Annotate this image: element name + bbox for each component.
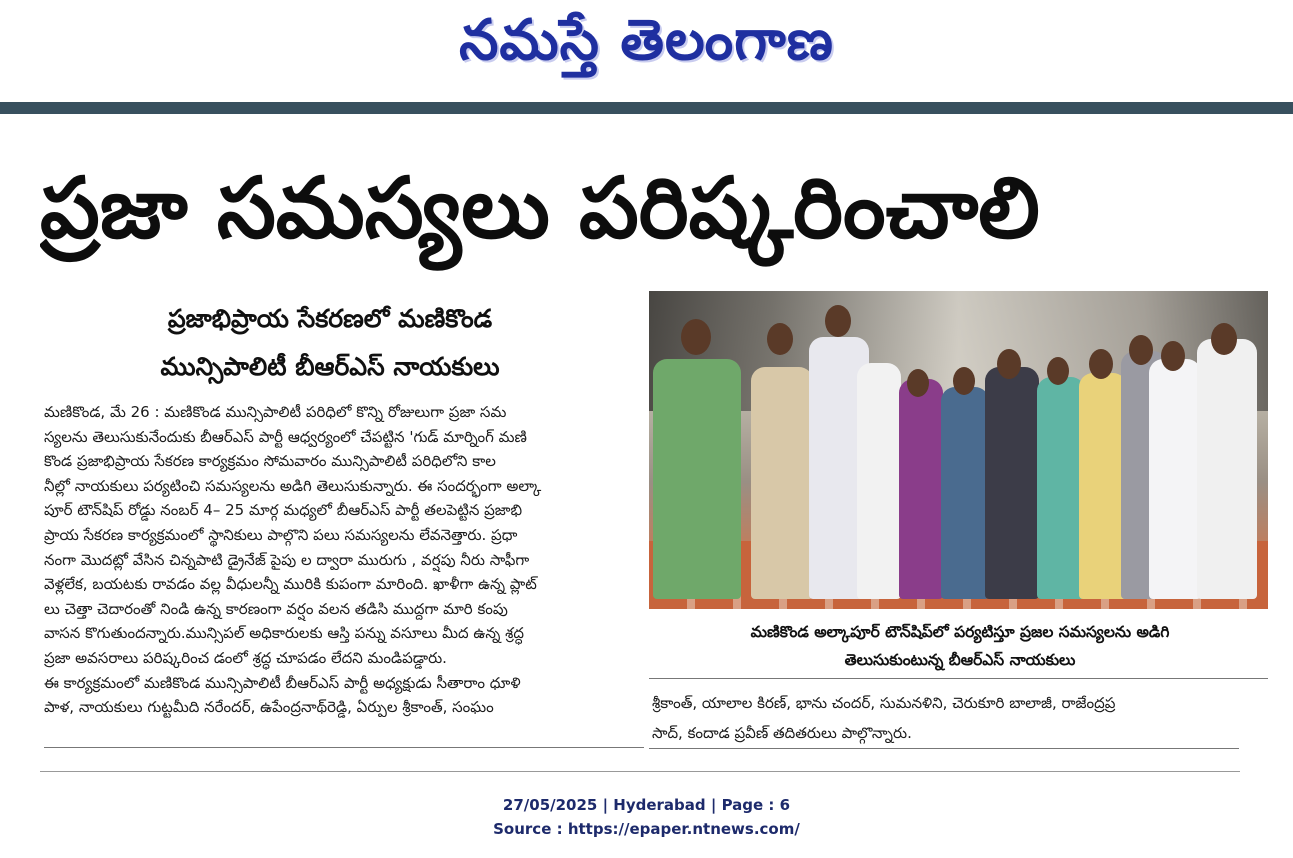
photo-head	[1161, 341, 1185, 371]
body-line: ఈ కార్యక్రమంలో మణికొండ మున్సిపాలిటీ బీఆర్ఎస్ పార్టీ అధ్యక్షుడు సీతారాం ధూళి	[44, 673, 521, 692]
caption-line: తెలుసుకుంటున్న బీఆర్ఎస్ నాయకులు	[844, 651, 1076, 669]
body-line: లు చెత్తా చెదారంతో నిండి ఉన్న కారణంగా వర్షం వలన తడిసి ముద్దగా మారి కంపు	[44, 599, 508, 618]
article-body	[44, 400, 640, 745]
footer-source-line: Source : https://epaper.ntnews.com/	[493, 820, 800, 838]
photo-person	[857, 363, 901, 599]
column-divider	[44, 747, 644, 748]
photo-caption	[680, 618, 1240, 674]
body-line: కొండ ప్రజాభిప్రాయ సేకరణ కార్యక్రమం సోమవారం మున్సిపాలిటీ పరిధిలోని కాల	[44, 452, 496, 471]
caption-divider	[649, 678, 1268, 679]
photo-person	[1079, 373, 1127, 599]
news-photo	[649, 291, 1268, 609]
photo-person	[1149, 359, 1201, 599]
footer-date-line: 27/05/2025 | Hyderabad | Page : 6	[502, 796, 791, 814]
photo-head	[953, 367, 975, 395]
body-line: వెళ్లలేక, బయటకు రావడం వల్ల వీధులన్నీ మురికి కుపంగా మారింది. ఖాళీగా ఉన్న ప్లాట్	[44, 575, 537, 594]
subheading-1: ప్రజాభిప్రాయ సేకరణలో మణికొండ	[167, 304, 493, 333]
footer-divider	[40, 771, 1240, 772]
photo-head	[1129, 335, 1153, 365]
body-line: నంగా మొదట్లో వేసిన చిన్నపాటి డ్రైనేజ్ పైపు ల ద్వారా మురుగు , వర్షపు నీరు సాఫీగా	[44, 550, 530, 569]
photo-person	[899, 379, 943, 599]
body-line: సాద్, కందాడ ప్రవీణ్ తదితరులు పాల్గొన్నారు.	[652, 724, 912, 742]
photo-person	[985, 367, 1039, 599]
photo-person	[1197, 339, 1257, 599]
body-line: ప్రజా అవసరాలు పరిష్కరించ డంలో శ్రద్ధ చూపడం లేదని మండిపడ్డారు.	[44, 648, 447, 667]
caption-line: మణికొండ అల్కాపూర్ టౌన్‌షిప్‌లో పర్యటిస్తూ ప్రజల సమస్యలను అడిగి	[750, 623, 1170, 641]
photo-head	[1211, 323, 1237, 355]
subheading-2: మున్సిపాలిటీ బీఆర్ఎస్ నాయకులు	[160, 352, 500, 381]
body-line: వాసన కొగుతుందన్నారు.మున్సిపల్ అధికారులకు ఆస్తి పన్ను వసూలు మీద ఉన్న శ్రద్ధ	[44, 624, 524, 643]
photo-person	[653, 359, 741, 599]
photo-head	[825, 305, 851, 337]
body-line: శ్రీకాంత్, యాలాల కిరణ్, భాను చందర్, సుమనళిని, చెరుకూరి బాలాజీ, రాజేంద్రప్ర	[652, 694, 1116, 712]
body-line: పాళ, నాయకులు గుట్టమీది నరేందర్, ఉపేంద్రనాథ్‌రెడ్డి, ఏర్పుల శ్రీకాంత్, సంఘం	[44, 698, 494, 717]
photo-head	[1047, 357, 1069, 385]
photo-head	[681, 319, 711, 355]
body-line: పూర్ టౌన్‌షిప్ రోడ్డు నంబర్ 4– 25 మార్గ మధ్యలో బీఆర్ఎస్ పార్టీ తలపెట్టిన ప్రజాభి	[44, 501, 523, 520]
column-divider	[649, 748, 1239, 749]
photo-person	[941, 387, 989, 599]
masthead	[0, 0, 1293, 100]
body-line: ప్రాయ సేకరణ కార్యక్రమంలో స్థానికులు పాల్గొని పలు సమస్యలను లేవనెత్తారు. ప్రధా	[44, 525, 518, 544]
body-line: నీల్లో నాయకులు పర్యటించి సమస్యలను అడిగి తెలుసుకున్నారు. ఈ సందర్భంగా అల్కా	[44, 476, 542, 495]
photo-head	[767, 323, 793, 355]
headline: ప్రజా సమస్యలు పరిష్కరించాలి	[40, 159, 1040, 257]
article-continuation	[652, 688, 1264, 748]
photo-head	[1089, 349, 1113, 379]
masthead-logo: నమస్తే తెలంగాణ	[459, 8, 834, 73]
body-line: స్యలను తెలుసుకునేందుకు బీఆర్ఎస్ పార్టీ ఆధ్వర్యంలో చేపట్టిన 'గుడ్ మార్నింగ్ మణి	[44, 427, 527, 446]
photo-person	[751, 367, 813, 599]
photo-person	[1037, 377, 1085, 599]
body-line: మణికొండ, మే 26 : మణికొండ మున్సిపాలిటీ పరిధిలో కొన్ని రోజులుగా ప్రజా సమ	[44, 403, 507, 421]
masthead-bar	[0, 102, 1293, 114]
photo-head	[997, 349, 1021, 379]
photo-head	[907, 369, 929, 397]
